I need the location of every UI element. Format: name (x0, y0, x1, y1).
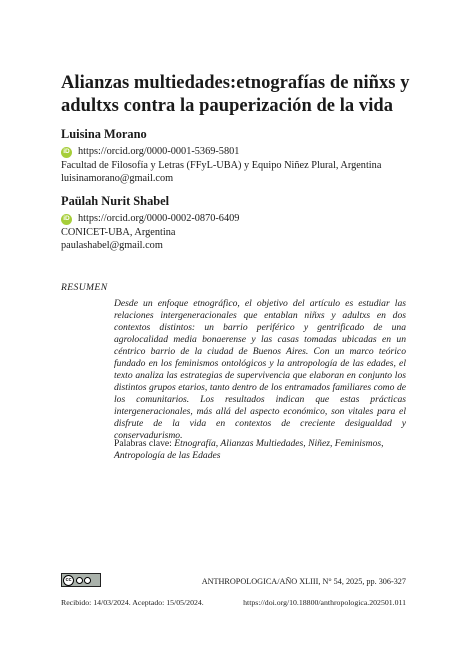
resumen-heading: RESUMEN (61, 282, 108, 293)
author-block (61, 195, 421, 252)
article-title: Alianzas multiedades:etnografías de niñxs y adultxs contra la pauperización de la vida (61, 73, 410, 116)
keywords (114, 438, 406, 462)
author-affiliation: Facultad de Filosofía y Letras (FFyL-UBA) y Equipo Niñez Plural, Argentina (61, 160, 382, 172)
author-name: Luisina Morano (61, 127, 147, 141)
abstract-text: Desde un enfoque etnográfico, el objetivo del artículo es estudiar las relaciones intergeneracionales que entablan niñxs y adultxs en dos contextos distintos: un barrio periférico y gentrificado de una agrolocalidad media bonaerense y las casas tomadas ubicadas en un céntrico barrio de la ciudad de Buenos Aires. Con un marco teórico fundado en los feminismos ontológicos y la antropología de las edades, el texto analiza las estrategias de supervivencia que elaboran en conjunto los distintos grupos etarios, tanto dentro de los entramados familiares como de los comunitarios. Los resultados indican que estas prácticas intergeneracionales, más allá del aspecto económico, son vitales para el disfrute de la vida en contextos de creciente desigualdad y conservadurismo. (114, 298, 406, 441)
keywords-list: Etnografía, Alianzas Multiedades, Niñez, Feminismos, Antropología de las Edades (114, 438, 384, 461)
keywords-label: Palabras clave: (114, 438, 172, 449)
orcid-line (61, 213, 421, 225)
author-affiliation: CONICET-UBA, Argentina (61, 227, 176, 239)
received-dates: Recibido: 14/03/2024. Aceptado: 15/05/2024. (61, 598, 204, 607)
orcid-icon[interactable]: iD (61, 214, 72, 225)
orcid-link[interactable]: https://orcid.org/0000-0002-0870-6409 (78, 213, 240, 225)
author-email[interactable]: paulashabel@gmail.com (61, 239, 163, 251)
author-name: Paülah Nurit Shabel (61, 194, 170, 208)
orcid-link[interactable]: https://orcid.org/0000-0001-5369-5801 (78, 146, 240, 158)
cc-icon: cc (63, 575, 74, 586)
orcid-icon[interactable]: iD (61, 147, 72, 158)
author-block (61, 128, 421, 185)
cc-license-badge[interactable] (61, 573, 101, 587)
nc-icon (84, 577, 91, 584)
journal-citation: ANTHROPOLOGICA/AÑO XLIII, N° 54, 2025, pp. 306-327 (201, 577, 406, 586)
doi-link[interactable]: https://doi.org/10.18800/anthropologica.202501.011 (243, 598, 406, 607)
by-icon (76, 577, 83, 584)
author-email[interactable]: luisinamorano@gmail.com (61, 172, 174, 184)
orcid-line (61, 146, 421, 158)
